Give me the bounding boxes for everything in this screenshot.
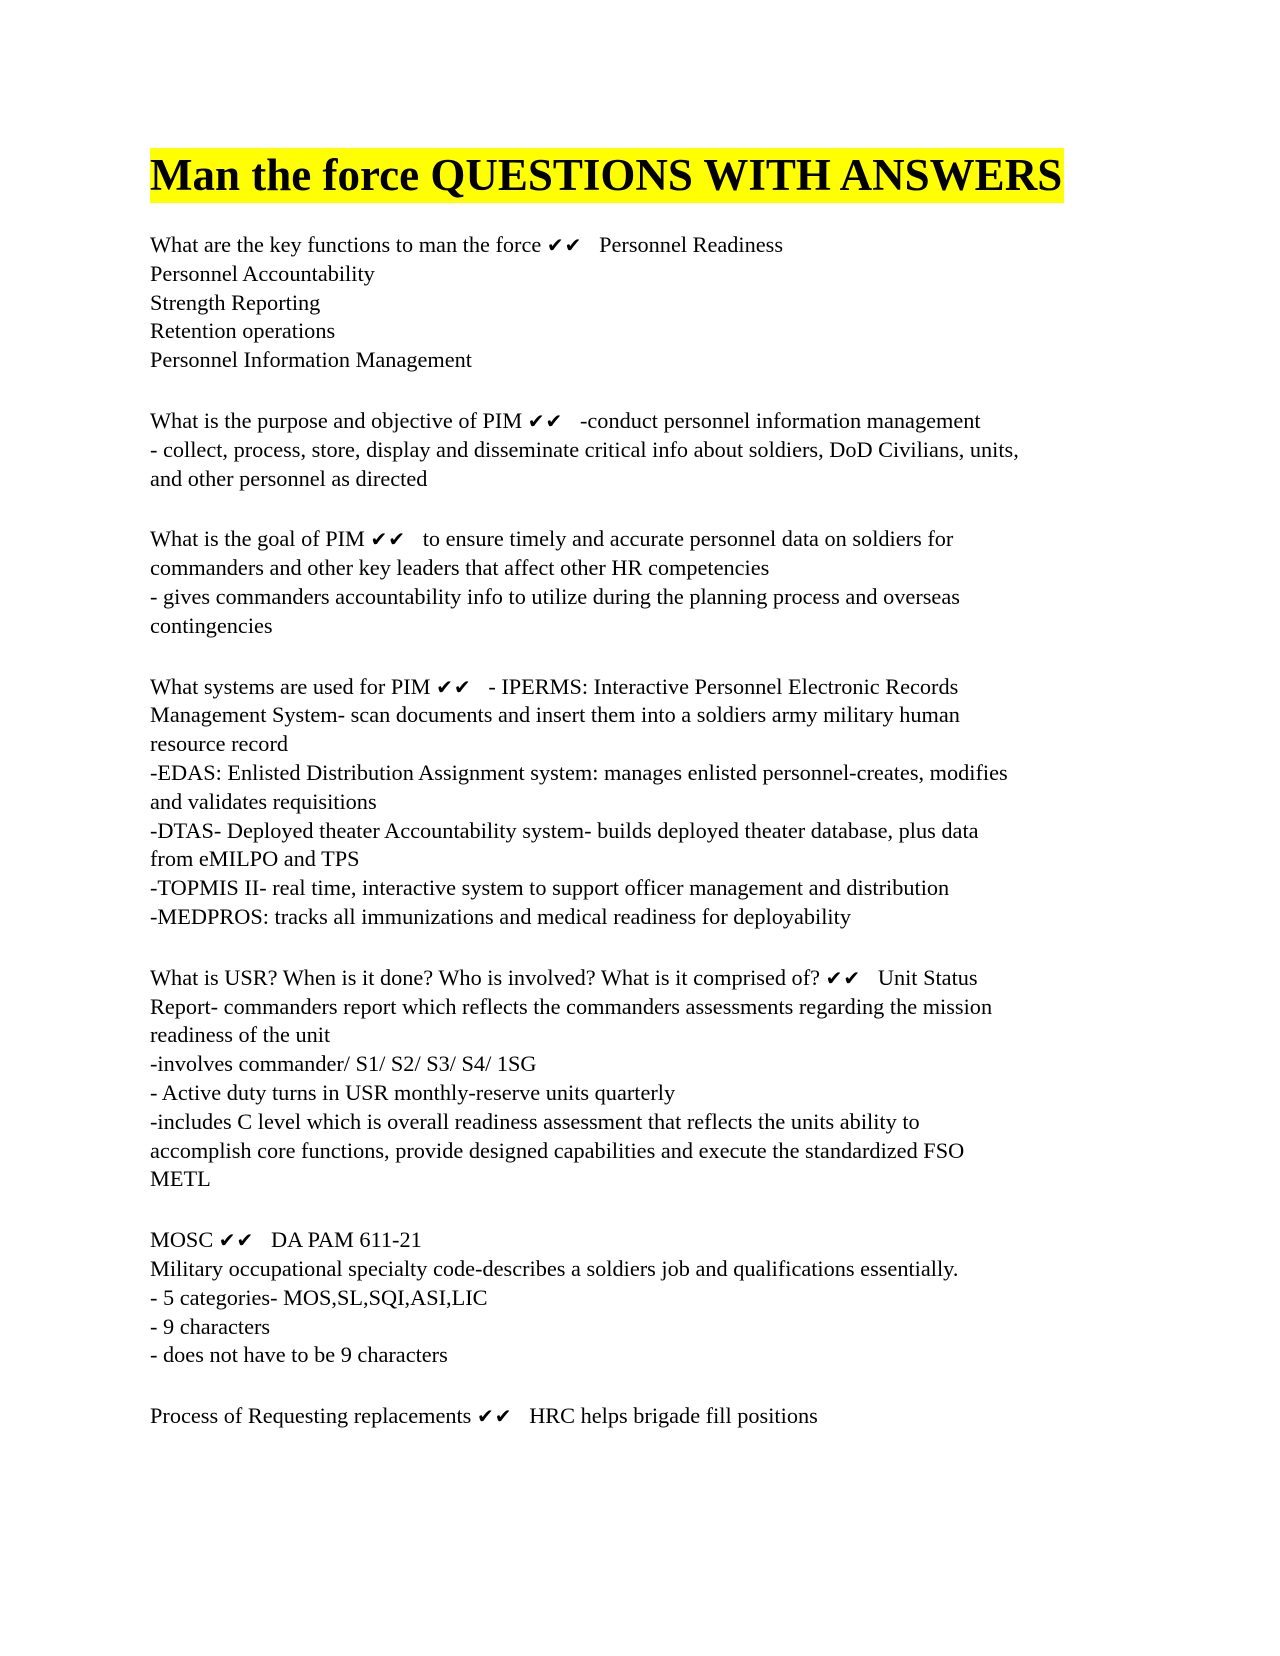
qa-first-line: [150, 231, 1140, 260]
double-check-icon: ✔✔: [436, 674, 472, 699]
qa-first-line: [150, 673, 1140, 702]
document-page: [150, 148, 1140, 1463]
answer-line: -EDAS: Enlisted Distribution Assignment system: manages enlisted personnel-creates, modifies: [150, 759, 1008, 785]
double-check-icon: ✔✔: [527, 408, 564, 433]
answer-line: - IPERMS: Interactive Personnel Electronic Records: [488, 673, 959, 699]
answer-line: -involves commander/ S1/ S2/ S3/ S4/ 1SG: [150, 1051, 537, 1077]
answer-line: Personnel Information Management: [150, 347, 472, 373]
qa-first-line: [150, 525, 1140, 554]
answer-line: commanders and other key leaders that affect other HR competencies: [150, 555, 770, 581]
question-text: What is USR? When is it done? Who is involved? What is it comprised of?: [150, 964, 821, 990]
answer-line: Retention operations: [150, 318, 336, 344]
qa-item: [150, 231, 1140, 375]
answer-line: -DTAS- Deployed theater Accountability system- builds deployed theater database, plus data: [150, 817, 979, 843]
answer-line: resource record: [150, 731, 289, 757]
qa-first-line: [150, 1226, 1140, 1255]
qa-item: [150, 964, 1140, 1194]
question-text: What systems are used for PIM: [150, 673, 431, 699]
answer-line: - does not have to be 9 characters: [150, 1342, 448, 1368]
answer-line: accomplish core functions, provide designed capabilities and execute the standardized FSO: [150, 1137, 965, 1163]
question-text: What are the key functions to man the force: [150, 232, 542, 257]
qa-item: [150, 1402, 1140, 1431]
qa-item: [150, 525, 1140, 640]
question-text: MOSC: [150, 1227, 214, 1253]
answer-line: readiness of the unit: [150, 1022, 331, 1048]
question-text: What is the goal of PIM: [150, 526, 365, 552]
answer-line: Personnel Accountability: [150, 260, 375, 286]
answer-line: Personnel Readiness: [599, 232, 784, 257]
qa-first-line: [150, 1402, 1140, 1431]
qa-item: [150, 1226, 1140, 1370]
answer-line: Military occupational specialty code-describes a soldiers job and qualifications essentially.: [150, 1255, 959, 1281]
double-check-icon: ✔✔: [825, 965, 862, 990]
double-check-icon: ✔✔: [370, 527, 406, 552]
answer-line: to ensure timely and accurate personnel data on soldiers for: [422, 526, 954, 552]
answer-line: -TOPMIS II- real time, interactive system to support officer management and distribution: [150, 875, 950, 901]
answer-line: Strength Reporting: [150, 289, 321, 315]
double-check-icon: ✔✔: [218, 1228, 255, 1253]
answer-line: from eMILPO and TPS: [150, 846, 360, 872]
double-check-icon: ✔✔: [476, 1404, 513, 1429]
answer-line: Management System- scan documents and insert them into a soldiers army military human: [150, 702, 960, 728]
qa-item: [150, 407, 1140, 493]
answer-line: Report- commanders report which reflects the commanders assessments regarding the mission: [150, 993, 993, 1019]
answer-line: - gives commanders accountability info to utilize during the planning process and overseas: [150, 583, 960, 609]
answer-line: - 9 characters: [150, 1313, 271, 1339]
answer-line: -MEDPROS: tracks all immunizations and medical readiness for deployability: [150, 903, 851, 929]
answer-line: METL: [150, 1166, 211, 1192]
double-check-icon: ✔✔: [546, 233, 583, 257]
answer-line: -includes C level which is overall readiness assessment that reflects the units ability to: [150, 1108, 920, 1134]
answer-line: Unit Status: [877, 964, 978, 990]
qa-first-line: [150, 407, 1140, 436]
answer-line: - 5 categories- MOS,SL,SQI,ASI,LIC: [150, 1284, 488, 1310]
qa-first-line: [150, 964, 1140, 993]
qa-item: [150, 673, 1140, 932]
answer-line: DA PAM 611-21: [271, 1227, 422, 1253]
answer-line: and validates requisitions: [150, 788, 377, 814]
question-text: Process of Requesting replacements: [150, 1403, 472, 1429]
question-text: What is the purpose and objective of PIM: [150, 407, 523, 433]
answer-line: contingencies: [150, 612, 273, 638]
document-title: Man the force QUESTIONS WITH ANSWERS: [150, 148, 1064, 203]
answer-line: HRC helps brigade fill positions: [529, 1403, 818, 1429]
answer-line: -conduct personnel information management: [579, 407, 981, 433]
answer-line: - Active duty turns in USR monthly-reserve units quarterly: [150, 1079, 676, 1105]
answer-line: and other personnel as directed: [150, 465, 428, 491]
qa-list: [150, 231, 1140, 1431]
answer-line: - collect, process, store, display and disseminate critical info about soldiers, DoD Civilians, units,: [150, 436, 1019, 462]
